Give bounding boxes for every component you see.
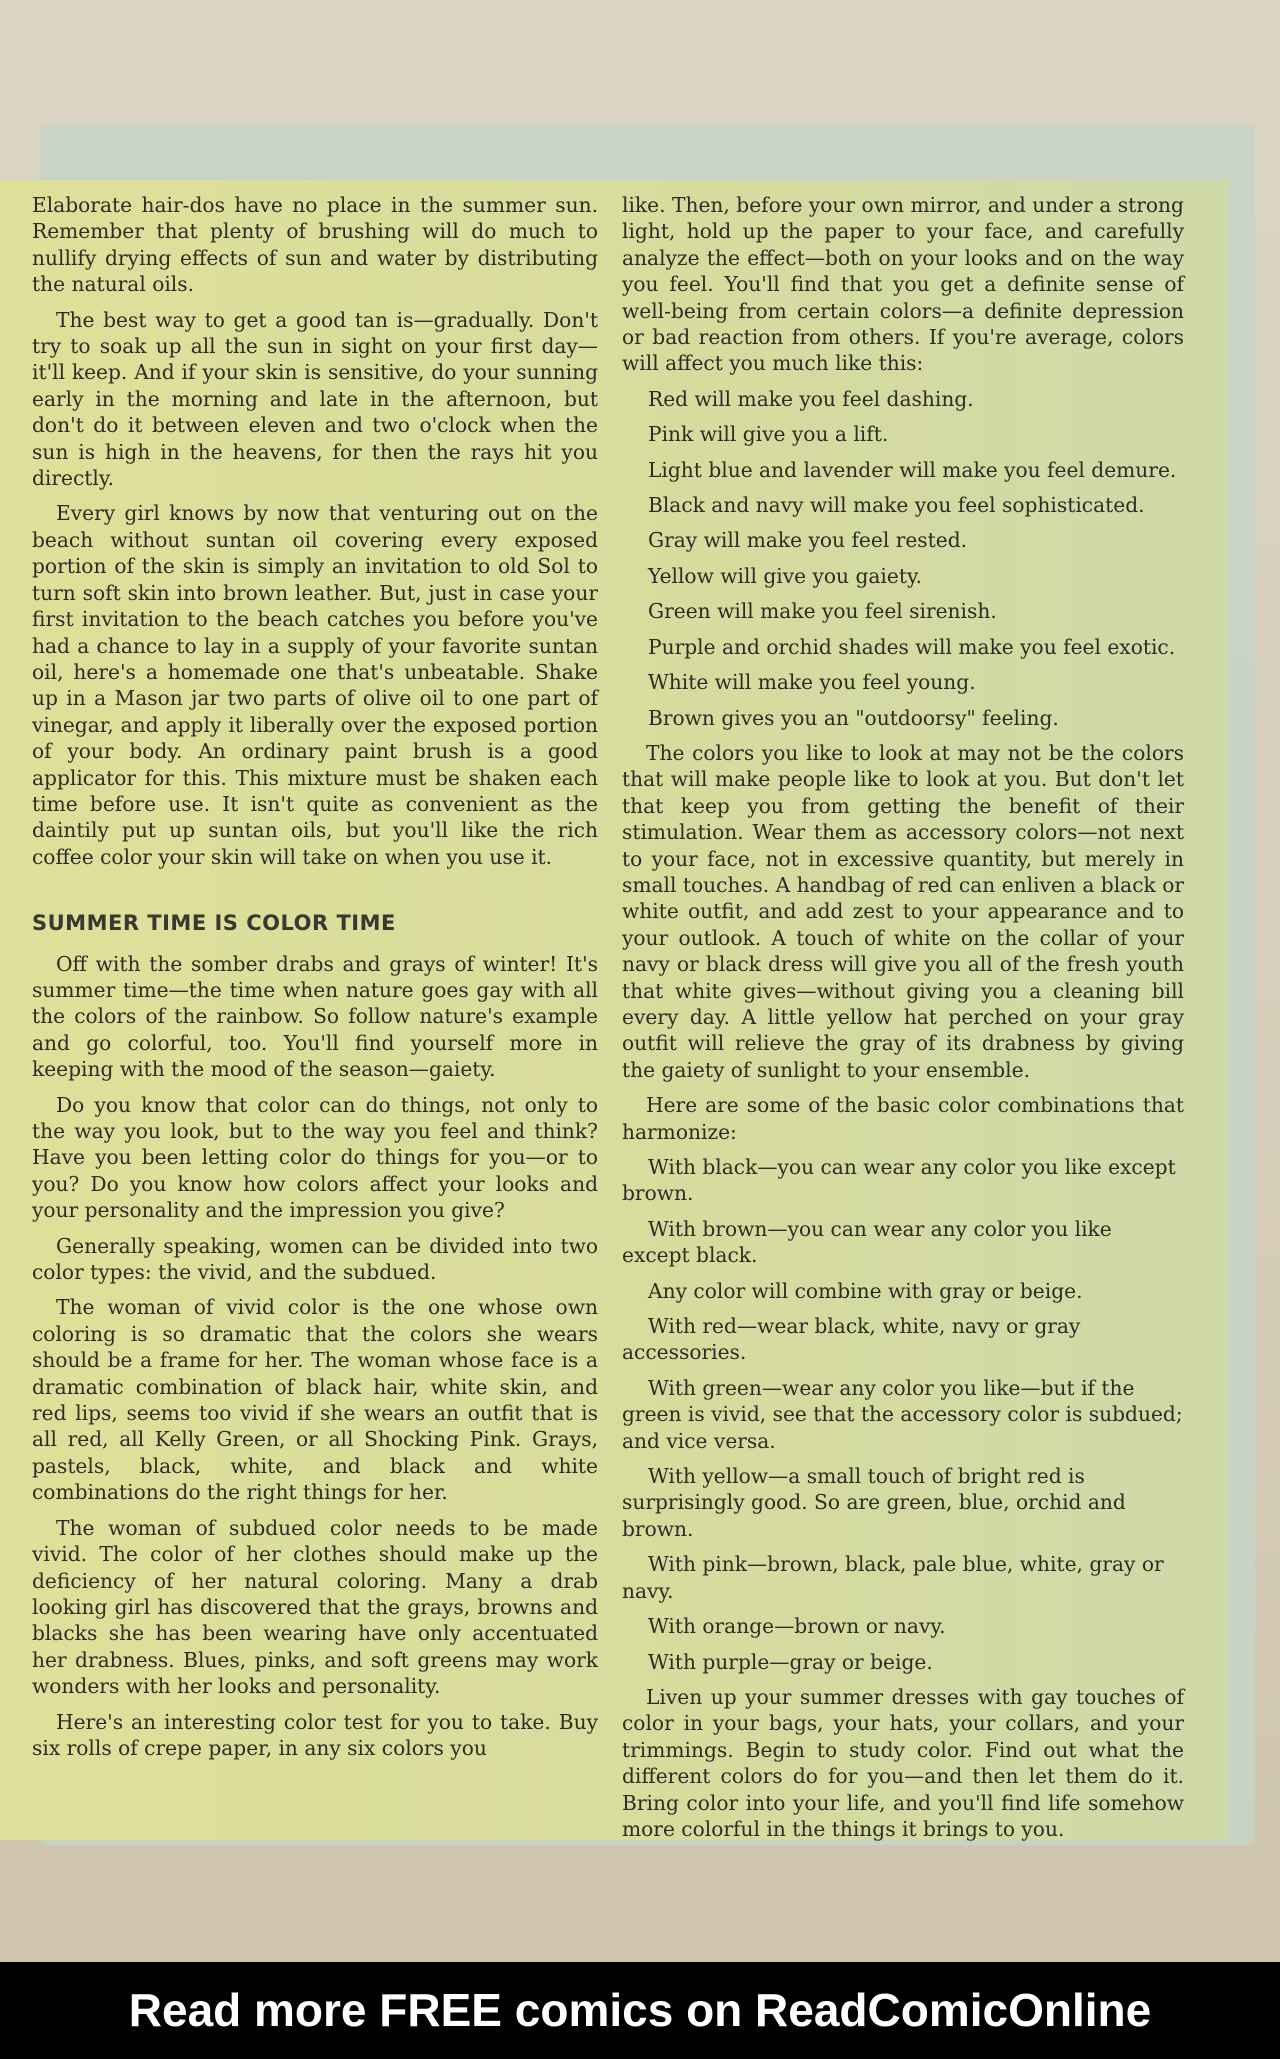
combination-item: With pink—brown, black, pale blue, white, gray or navy. — [622, 1552, 1164, 1603]
color-effect-item: White will make you feel young. — [648, 670, 976, 695]
color-effect-item: Gray will make you feel rested. — [648, 528, 968, 553]
combination-item: With orange—brown or navy. — [648, 1614, 946, 1639]
combination-item: With brown—you can wear any color you like except black. — [622, 1216, 1112, 1268]
paragraph: like. Then, before your own mirror, and under a strong light, hold up the paper to your face, and carefully analyze the effect—both on your looks and on the way you feel. You'll find that you get a definite sense of well-being from certain colors—a definite depression or bad reaction from others. If you're average, colors will affect you much like this: — [622, 193, 1184, 376]
combination-item: With black—you can wear any color you like except brown. — [622, 1155, 1176, 1206]
combination-item: With red—wear black, white, navy or gray accessories. — [622, 1314, 1081, 1365]
paragraph: Here's an interesting color test for you to take. Buy six rolls of crepe paper, in any six colors you — [32, 1709, 598, 1760]
paragraph: Elaborate hair-dos have no place in the summer sun. Remember that plenty of brushing will do much to nullify drying effects of sun and water by distributing the natural oils. — [32, 193, 598, 297]
article-right-column — [622, 192, 1184, 1851]
paragraph: Off with the somber drabs and grays of winter! It's summer time—the time when nature goes gay with all the colors of the rainbow. So follow nature's example and go colorful, too. You'll find yourself more in keeping with the mood of the season—gaiety. — [32, 951, 598, 1082]
color-effect-item: Yellow will give you gaiety. — [648, 563, 923, 588]
color-effect-item: Pink will give you a lift. — [648, 422, 889, 447]
paragraph: The best way to get a good tan is—gradually. Don't try to soak up all the sun in sight on your first day—it'll keep. And if your skin is sensitive, do your sunning early in the morning and late in the afternoon, but don't do it between eleven and two o'clock when the sun is high in the heavens, for then the rays hit you directly. — [32, 307, 598, 491]
article-left-column — [32, 192, 598, 1770]
color-effect-item: Red will make you feel dashing. — [648, 386, 974, 411]
color-effect-item: Black and navy will make you feel sophisticated. — [648, 493, 1145, 518]
paragraph: The woman of vivid color is the one whose own coloring is so dramatic that the colors she wears should be a frame for her. The woman whose face is a dramatic combination of black hair, white skin, and red lips, seems too vivid if she wears an outfit that is all red, all Kelly Green, or all Shocking Pink. Grays, pastels, black, white, and black and white combinations do the right things for her. — [32, 1295, 598, 1505]
combination-item: With yellow—a small touch of bright red is surprisingly good. So are green, blue, orchid and brown. — [622, 1464, 1126, 1541]
paragraph: Every girl knows by now that venturing out on the beach without suntan oil covering every exposed portion of the skin is simply an invitation to old Sol to turn soft skin into brown leather. But, just in case your first invitation to the beach catches you before you've had a chance to lay in a supply of your favorite suntan oil, here's a homemade one that's unbeatable. Shake up in a Mason jar two parts of olive oil to one part of vinegar, and apply it liberally over the exposed portion of your body. An ordinary paint brush is a good applicator for this. This mixture must be shaken each time before use. It isn't quite as convenient as the daintily put up suntan oils, but you'll like the rich coffee color your skin will take on when you use it. — [32, 501, 598, 869]
paragraph: The colors you like to look at may not be the colors that will make people like to look at you. But don't let that keep you from getting the benefit of their stimulation. Wear them as accessory colors—not next to your face, not in excessive quantity, but merely in small touches. A handbag of red can enliven a black or white outfit, and add zest to your appearance and to your outlook. A touch of white on the collar of your navy or black dress will give you all of the fresh youth that white gives—without giving you a cleaning bill every day. A little yellow hat perched on your gray outfit will relieve the gray of its drabness by giving the gaiety of sunlight to your ensemble. — [622, 740, 1184, 1082]
paragraph: Do you know that color can do things, not only to the way you look, but to the way you feel and think? Have you been letting color do things for you—or to you? Do you know how colors affect your looks and your personality and the impression you give? — [32, 1092, 598, 1223]
color-effect-item: Brown gives you an "outdoorsy" feeling. — [648, 705, 1059, 730]
footer-banner: Read more FREE comics on ReadComicOnline — [0, 1962, 1280, 2059]
color-effect-item: Light blue and lavender will make you feel demure. — [648, 457, 1177, 482]
combination-item: With purple—gray or beige. — [648, 1649, 933, 1674]
paragraph: Generally speaking, women can be divided into two color types: the vivid, and the subdued. — [32, 1233, 598, 1285]
color-effect-item: Purple and orchid shades will make you feel exotic. — [648, 634, 1176, 659]
color-effect-item: Green will make you feel sirenish. — [648, 599, 997, 624]
paragraph: Here are some of the basic color combinations that harmonize: — [622, 1093, 1184, 1144]
paragraph: The woman of subdued color needs to be made vivid. The color of her clothes should make up the deficiency of her natural coloring. Many a drab looking girl has discovered that the grays, browns and blacks she has been wearing have only accentuated her drabness. Blues, pinks, and soft greens may work wonders with her looks and personality. — [32, 1515, 598, 1699]
combination-item: Any color will combine with gray or beige. — [648, 1278, 1083, 1303]
section-heading: SUMMER TIME IS COLOR TIME — [32, 911, 396, 936]
paragraph: Liven up your summer dresses with gay touches of color in your bags, your hats, your collars, and your trimmings. Begin to study color. Find out what the different colors do for you—and then let them do it. Bring color into your life, and you'll find life somehow more colorful in the things it brings to you. — [622, 1684, 1184, 1841]
combination-item: With green—wear any color you like—but if the green is vivid, see that the accessory color is subdued; and vice versa. — [622, 1375, 1183, 1453]
